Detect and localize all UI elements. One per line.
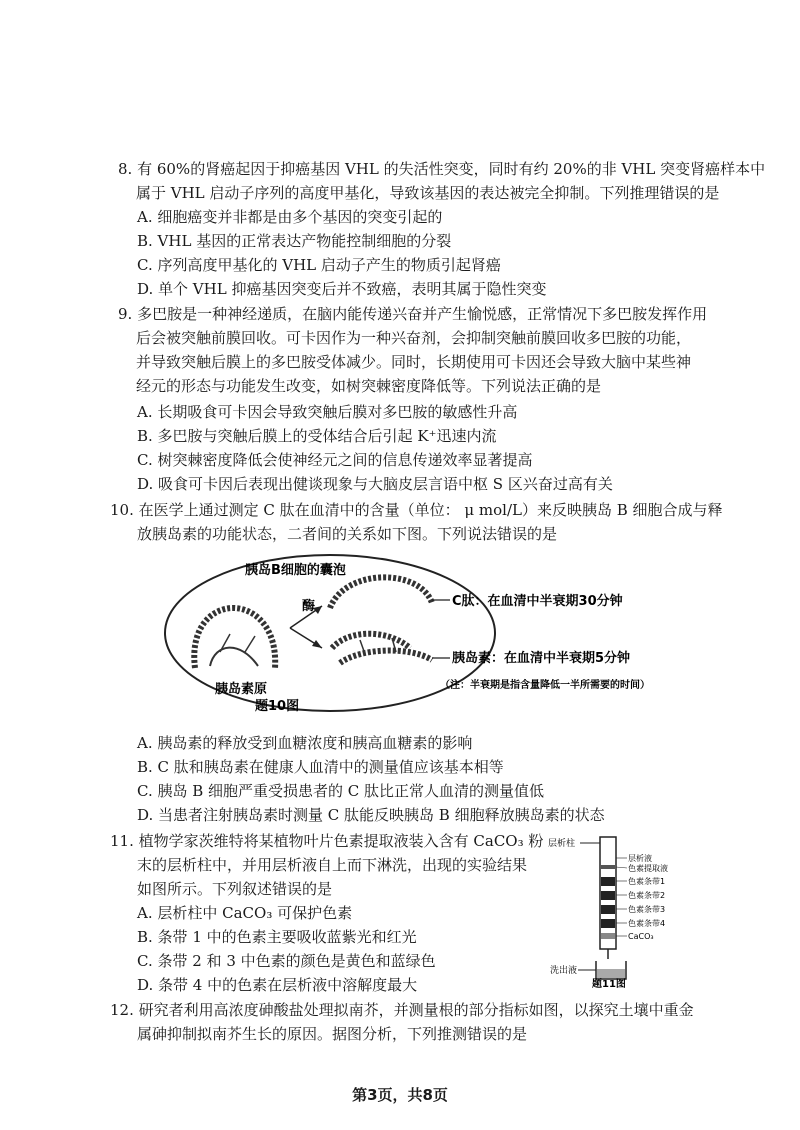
question-10 — [110, 498, 723, 546]
q9-option-a: A. 长期吸食可卡因会导致突触后膜对多巴胺的敏感性升高 — [137, 403, 518, 421]
question-9 — [118, 302, 707, 398]
column-label: 层析柱 — [548, 839, 576, 849]
band-3 — [601, 905, 615, 914]
band-caco3 — [601, 933, 615, 939]
question-8 — [118, 157, 765, 205]
question-10-line-1: 10. 在医学上通过测定 C 肽在血清中的含量（单位： μ mol/L）来反映胰岛 B 细胞合成与释 — [110, 501, 723, 519]
question-11-line-1: 11. 植物学家茨维特将某植物叶片色素提取液装入含有 CaCO₃ 粉 — [110, 832, 544, 850]
label-band-4: 色素条带4 — [628, 919, 666, 928]
q10-option-b: B. C 肽和胰岛素在健康人血清中的测量值应该基本相等 — [137, 758, 504, 776]
c-peptide-label: C肽：在血清中半衰期30分钟 — [452, 594, 623, 609]
label-band-1: 色素条带1 — [628, 877, 666, 886]
q8-option-d: D. 单个 VHL 抑癌基因突变后并不致癌，表明其属于隐性突变 — [137, 280, 547, 298]
insulin-bond-1 — [360, 640, 365, 654]
label-band-2: 色素条带2 — [628, 891, 666, 900]
proinsulin-label: 胰岛素原 — [215, 682, 268, 697]
insulin-chain-a — [332, 634, 410, 648]
proinsulin-chain — [194, 608, 275, 668]
insulin-chain-b — [340, 651, 432, 663]
eluate-liquid — [597, 969, 625, 978]
vesicle-label: 胰岛B细胞的囊泡 — [245, 563, 346, 578]
question-12-line-1: 12. 研究者利用高浓度砷酸盐处理拟南芥，并测量根的部分指标如图，以探究土壤中重金 — [110, 1001, 694, 1019]
figure-10 — [160, 548, 660, 718]
q11-option-d: D. 条带 4 中的色素在层析液中溶解度最大 — [137, 976, 418, 994]
band-4 — [601, 919, 615, 928]
q11-option-b: B. 条带 1 中的色素主要吸收蓝紫光和红光 — [137, 928, 417, 946]
proinsulin-inner — [210, 648, 258, 666]
question-9-line-1: 9. 多巴胺是一种神经递质，在脑内能传递兴奋并产生愉悦感，正常情况下多巴胺发挥作用 — [118, 305, 708, 323]
arrow-head-2 — [312, 640, 322, 648]
question-10-line-2: 放胰岛素的功能状态，二者间的关系如下图。下列说法错误的是 — [137, 525, 558, 543]
enzyme-label: 酶 — [302, 599, 316, 614]
question-9-line-4: 经元的形态与功能发生改变，如树突棘密度降低等。下列说法正确的是 — [136, 377, 602, 395]
half-life-note: （注：半衰期是指含量降低一半所需要的时间） — [440, 680, 650, 691]
q9-option-d: D. 吸食可卡因后表现出健谈现象与大脑皮层言语中枢 S 区兴奋过高有关 — [137, 475, 613, 493]
insulin-label: 胰岛素：在血清中半衰期5分钟 — [452, 651, 631, 666]
label-band-3: 色素条带3 — [628, 905, 666, 914]
q9-option-b: B. 多巴胺与突触后膜上的受体结合后引起 K⁺迅速内流 — [137, 427, 497, 445]
q10-option-d: D. 当患者注射胰岛素时测量 C 肽能反映胰岛 B 细胞释放胰岛素的状态 — [137, 806, 605, 824]
q11-option-a: A. 层析柱中 CaCO₃ 可保护色素 — [137, 904, 353, 922]
q10-option-a: A. 胰岛素的释放受到血糖浓度和胰高血糖素的影响 — [137, 734, 473, 752]
disulfide-bond-2 — [245, 636, 255, 652]
eluate-label: 洗出液 — [550, 966, 578, 976]
question-8-line-1: 8. 有 60%的肾癌起因于抑癌基因 VHL 的失活性突变，同时有约 20%的非 VHL 突变肾癌样本中 — [118, 160, 766, 178]
question-9-line-2: 后会被突触前膜回收。可卡因作为一种兴奋剂，会抑制突触前膜回收多巴胺的功能， — [136, 329, 692, 347]
band-2 — [601, 891, 615, 900]
question-11-line-3: 如图所示。下列叙述错误的是 — [137, 880, 333, 898]
page-footer: 第3页，共8页 — [352, 1086, 448, 1104]
figure-11 — [548, 833, 688, 988]
q10-option-c: C. 胰岛 B 细胞严重受损患者的 C 肽比正常人血清的测量值低 — [137, 782, 545, 800]
question-12-line-2: 属砷抑制拟南芥生长的原因。据图分析，下列推测错误的是 — [137, 1025, 528, 1043]
label-extract: 色素提取液 — [628, 864, 668, 873]
q8-option-c: C. 序列高度甲基化的 VHL 启动子产生的物质引起肾癌 — [137, 256, 501, 274]
figure-10-caption: 题10图 — [255, 699, 300, 714]
question-8-line-2: 属于 VHL 启动子序列的高度甲基化，导致该基因的表达被完全抑制。下列推理错误的是 — [136, 184, 720, 202]
band-1 — [601, 877, 615, 886]
label-caco3: CaCO₃ — [628, 932, 654, 941]
c-peptide-chain — [330, 577, 432, 608]
question-12 — [110, 998, 694, 1046]
label-leaders — [616, 858, 627, 936]
figure-11-caption: 题11图 — [592, 979, 626, 988]
q9-option-c: C. 树突棘密度降低会使神经元之间的信息传递效率显著提高 — [137, 451, 533, 469]
question-11-line-2: 末的层析柱中，并用层析液自上而下淋洗，出现的实验结果 — [137, 856, 528, 874]
band-extract — [601, 865, 615, 869]
question-9-line-3: 并导致突触后膜上的多巴胺受体减少。同时，长期使用可卡因还会导致大脑中某些神 — [136, 353, 692, 371]
band-labels — [628, 853, 668, 941]
q11-option-c: C. 条带 2 和 3 中色素的颜色是黄色和蓝绿色 — [137, 952, 436, 970]
label-eluent: 层析液 — [628, 854, 652, 863]
q8-option-a: A. 细胞癌变并非都是由多个基因的突变引起的 — [137, 208, 443, 226]
disulfide-bond-1 — [220, 634, 230, 652]
question-11 — [110, 829, 543, 901]
q8-option-b: B. VHL 基因的正常表达产物能控制细胞的分裂 — [137, 232, 452, 250]
